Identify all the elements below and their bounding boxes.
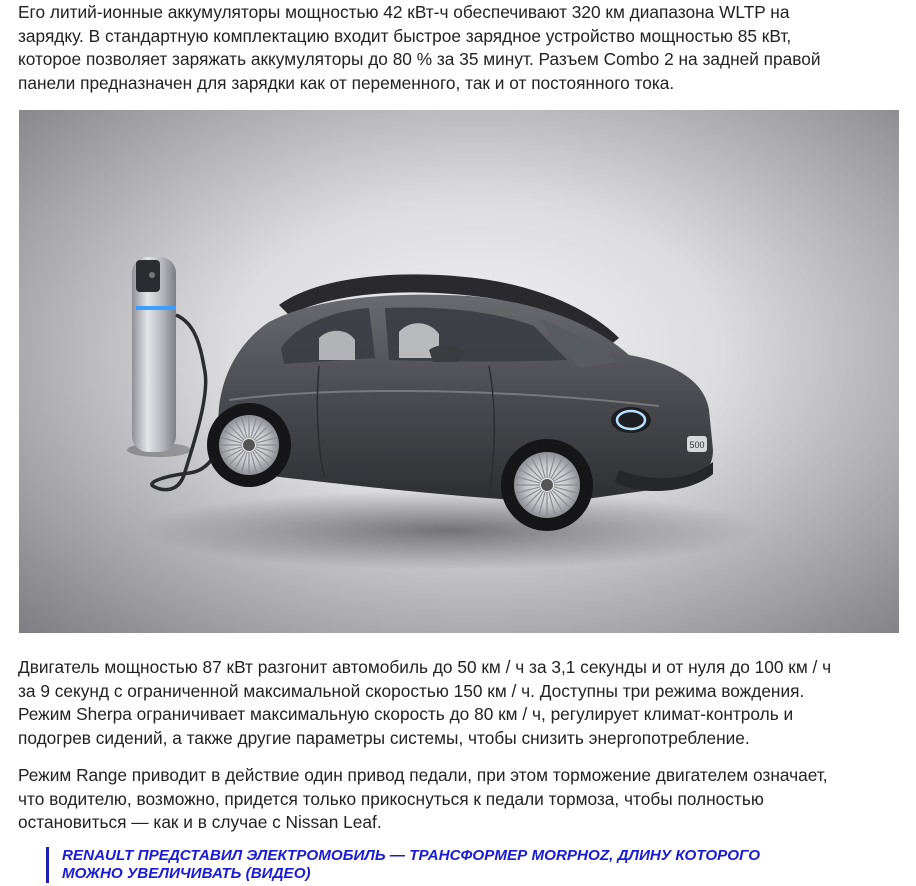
article-paragraph-engine: Двигатель мощностью 87 кВт разгонит автомобиль до 50 км / ч за 3,1 секунды и от нуля до 100 км / ч за 9 секунд с ограниченной максимальной скоростью 150 км / ч. Доступны три режима вождения. Режим Sherpa ограничивает максимальную скорость до 80 км / ч, регулирует климат-контроль и подогрев сидений, а также другие параметры системы, чтобы снизить энергопотребление. [18,657,832,748]
related-article-link-block [46,847,822,883]
car-shadow [139,490,759,570]
related-link-line-1: RENAULT ПРЕДСТАВИЛ ЭЛЕКТРОМОБИЛЬ — ТРАНСФОРМЕР MORPHOZ, ДЛИНУ КОТОРОГО [62,847,761,864]
car-badge: 500 [689,440,705,450]
related-link-line-2: МОЖНО УВЕЛИЧИВАТЬ (ВИДЕО) [62,864,311,882]
car-illustration [19,110,899,633]
article-photo-fiat-500e [19,110,899,633]
article-paragraph-battery: Его литий-ионные аккумуляторы мощностью 42 кВт-ч обеспечивают 320 км диапазона WLTP на зарядку. В стандартную комплектацию входит быстрое зарядное устройство мощностью 85 кВт, которое позволяет заряжать аккумуляторы до 80 % за 35 минут. Разъем Combo 2 на задней правой панели предназначен для зарядки как от переменного, так и от постоянного тока. [18,2,821,93]
car-fiat-500e [218,274,713,501]
front-wheel [501,439,593,531]
article-paragraph-range-mode: Режим Range приводит в действие один привод педали, при этом торможение двигателем означает, что водителю, возможно, придется только прикоснуться к педали тормоза, чтобы полностью остановиться — как и в случае с Nissan Leaf. [18,765,828,832]
related-article-link[interactable] [62,847,822,882]
rear-wheel [207,403,291,487]
